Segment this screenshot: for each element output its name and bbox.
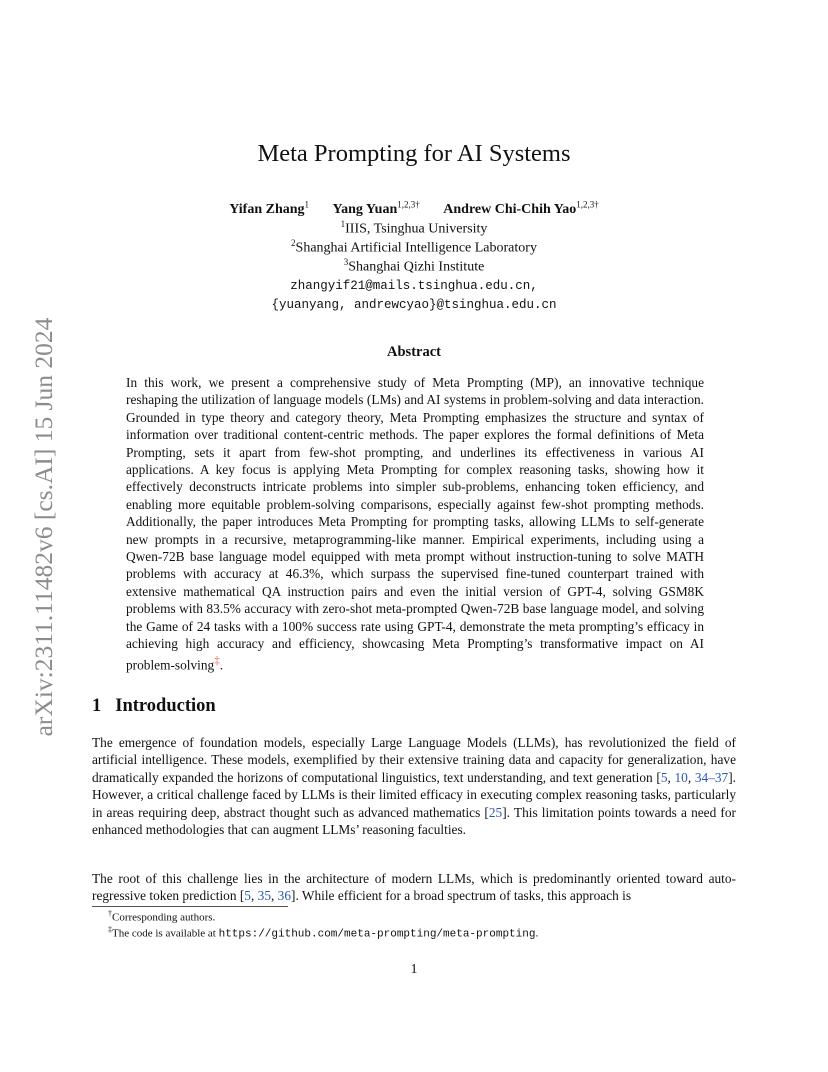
abstract-body: In this work, we present a comprehensive study of Meta Prompting (MP), an innovative technique reshaping the utilization of language models (LMs) and AI systems in problem-solving and data interaction. Grounded in type theory and category theory, Meta Prompting emphasizes the structure and syntax of information over traditional content-centric methods. The paper explores the formal definitions of Meta Prompting, sets it apart from few-shot prompting, and underlines its effectiveness in various AI applications. A key focus is applying Meta Prompting for complex reasoning tasks, showing how it effectively deconstructs intricate problems into simpler sub-problems, enhancing token efficiency, and enabling more equitable problem-solving comparisons, especially against few-shot prompting methods. Additionally, the paper introduces Meta Prompting for prompting tasks, allowing LLMs to self-generate new prompts in a recursive, metaprogramming-like manner. Empirical experiments, including using a Qwen-72B base language model equipped with meta prompt without instruction-tuning to solve MATH problems with accuracy at 46.3%, which surpass the supervised fine-tuned counterpart trained with extensive mathematical QA instruction pairs and even the initial version of GPT-4, solving GSM8K problems with 83.5% accuracy with zero-shot meta-prompted Qwen-72B base language model, and solving the Game of 24 tasks with a 100% success rate using GPT-4, demonstrate the meta prompting’s efficacy in achieving high accuracy and efficiency, showcasing Meta Prompting’s transformative impact on AI problem-solving‡. xyxy=(126,375,704,672)
affiliation-3: $^3$Shanghai Qizhi Institute xyxy=(343,257,485,275)
citation-link[interactable]: 36 xyxy=(277,888,291,904)
author-3: Andrew Chi-Chih Yao$^{1,2,3\dagger}$ xyxy=(443,199,599,217)
citation-link[interactable]: 25 xyxy=(488,804,503,820)
citation-link[interactable]: 34–37 xyxy=(694,769,729,785)
citation-link[interactable]: 10 xyxy=(674,769,688,785)
section-heading-introduction: 1 Introduction xyxy=(92,696,216,716)
affiliation-1: $^1$IIIS, Tsinghua University xyxy=(340,219,488,237)
email-line-2: {yuanyang, andrewcyao}@tsinghua.edu.cn xyxy=(271,298,557,312)
citation-link[interactable]: 5 xyxy=(244,888,251,904)
arxiv-sidebar xyxy=(26,296,62,758)
code-url-link[interactable]: https://github.com/meta-prompting/meta-prompting xyxy=(218,928,536,941)
footnote-corresponding: †Corresponding authors. xyxy=(108,909,216,924)
author-2: Yang Yuan$^{1,2,3\dagger}$ xyxy=(332,199,420,217)
email-line-1: zhangyif21@mails.tsinghua.edu.cn, xyxy=(290,279,538,293)
author-1: Yifan Zhang$^1$ xyxy=(229,199,310,217)
page-number: 1 xyxy=(410,962,418,977)
paper-title: Meta Prompting for AI Systems xyxy=(257,140,571,167)
intro-paragraph-1: The emergence of foundation models, especially Large Language Models (LLMs), has revolutionized the field of artificial intelligence. These models, exemplified by their extensive training data and capacity for generalization, have dramatically expanded the horizons of computational linguistics, text understanding, and text generation [5, 10, 34–37]. However, a critical challenge faced by LLMs is their limited efficacy in executing complex reasoning tasks, particularly in areas requiring deep, abstract thought such as advanced mathematics [25]. This limitation points towards a need for enhanced methodologies that can augment LLMs’ reasoning faculties. xyxy=(92,735,736,838)
footnote-code: ‡The code is available at https://github.com/meta-prompting/meta-prompting. xyxy=(108,925,539,941)
intro-paragraph-2: The root of this challenge lies in the architecture of modern LLMs, which is predominantly oriented toward auto-regressive token prediction [5, 35, 36]. While efficient for a broad spectrum of tasks, this approach is xyxy=(92,871,736,904)
citation-link[interactable]: 35 xyxy=(257,888,271,904)
affiliation-2: $^2$Shanghai Artificial Intelligence Laboratory xyxy=(291,238,537,256)
author-list xyxy=(0,199,828,218)
citation-link[interactable]: 5 xyxy=(660,769,668,785)
code-footnote-link[interactable]: ‡ xyxy=(214,654,220,667)
footnote-rule xyxy=(92,906,288,907)
arxiv-identifier: arXiv:2311.11482v6 [cs.AI] 15 Jun 2024 xyxy=(29,317,58,737)
abstract-heading: Abstract xyxy=(387,344,441,360)
